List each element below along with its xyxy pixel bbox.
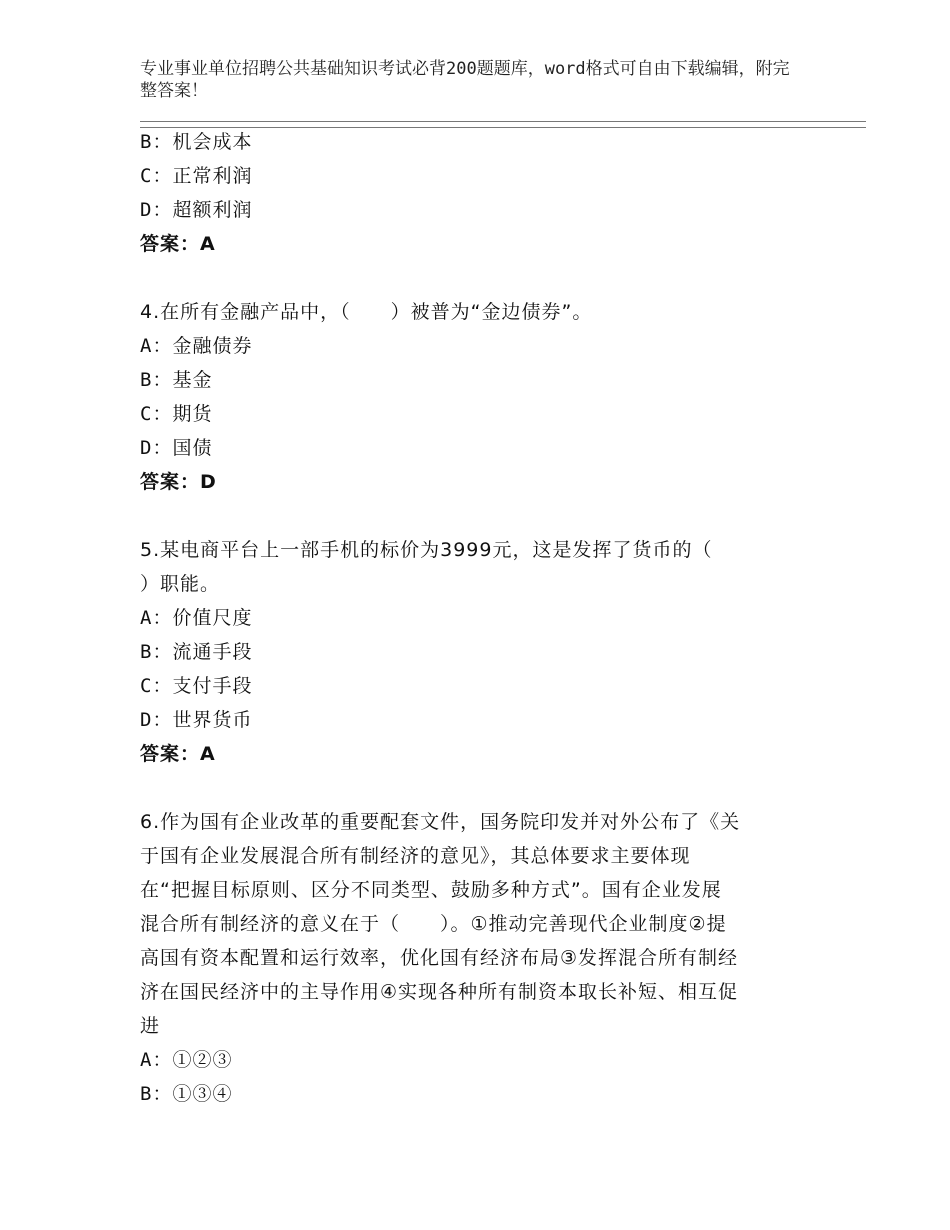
spacer xyxy=(140,771,800,805)
option-a: A：价值尺度 xyxy=(140,607,253,629)
option-d: D：国债 xyxy=(140,437,213,459)
document-header xyxy=(140,58,800,102)
question-stem-line: ）职能。 xyxy=(140,573,221,595)
option-d: D：世界货币 xyxy=(140,709,253,731)
spacer xyxy=(140,499,800,533)
option-a: A：①②③ xyxy=(140,1049,233,1071)
question-stem-line: 高国有资本配置和运行效率，优化国有经济布局③发挥混合所有制经 xyxy=(140,947,739,969)
question-stem-line: 混合所有制经济的意义在于（ ）。①推动完善现代企业制度②提 xyxy=(140,913,727,935)
option-c: C：期货 xyxy=(140,403,213,425)
option-c: C：支付手段 xyxy=(140,675,253,697)
spacer xyxy=(140,261,800,295)
option-c: C：正常利润 xyxy=(140,165,253,187)
header-text: 专业事业单位招聘公共基础知识考试必背200题题库，word格式可自由下载编辑，附完整答案！ xyxy=(140,59,790,101)
option-d: D：超额利润 xyxy=(140,199,253,221)
question-3 xyxy=(140,125,800,261)
question-stem-line: 6.作为国有企业改革的重要配套文件，国务院印发并对外公布了《关 xyxy=(140,811,741,833)
option-a: A：金融债券 xyxy=(140,335,253,357)
option-b: B：机会成本 xyxy=(140,131,253,153)
question-stem-line: 5.某电商平台上一部手机的标价为3999元，这是发挥了货币的（ xyxy=(140,539,713,561)
question-stem-line: 在“把握目标原则、区分不同类型、鼓励多种方式”。国有企业发展 xyxy=(140,879,722,901)
option-b: B：①③④ xyxy=(140,1083,233,1105)
question-6 xyxy=(140,805,800,1111)
question-list xyxy=(140,125,800,1111)
question-4 xyxy=(140,295,800,499)
answer: 答案：A xyxy=(140,743,216,765)
answer: 答案：A xyxy=(140,233,216,255)
option-b: B：基金 xyxy=(140,369,213,391)
answer: 答案：D xyxy=(140,471,217,493)
question-stem-line: 进 xyxy=(140,1015,161,1037)
question-stem-line: 济在国民经济中的主导作用④实现各种所有制资本取长补短、相互促 xyxy=(140,981,739,1003)
question-5 xyxy=(140,533,800,771)
question-stem: 4.在所有金融产品中，（ ）被普为“金边债券”。 xyxy=(140,301,593,323)
option-b: B：流通手段 xyxy=(140,641,253,663)
question-stem-line: 于国有企业发展混合所有制经济的意见》，其总体要求主要体现 xyxy=(140,845,691,867)
